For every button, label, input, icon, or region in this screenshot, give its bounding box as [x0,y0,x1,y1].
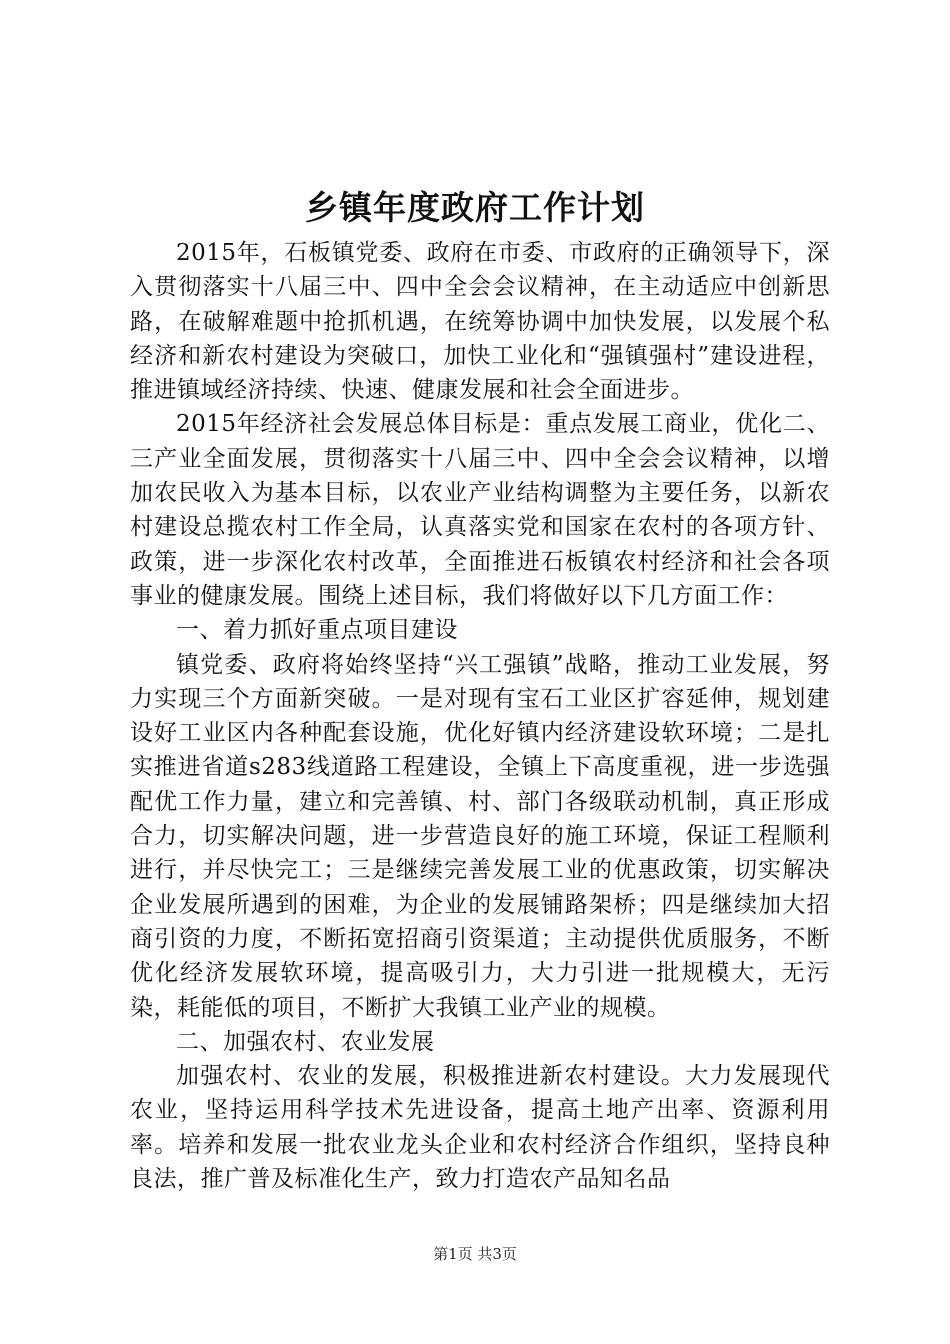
page-footer: 第1页 共3页 [433,1245,517,1263]
document-body [130,236,830,1196]
document-title: 乡镇年度政府工作计划 [305,188,645,227]
section-heading-1: 一、着力抓好重点项目建设 [176,617,458,644]
section-heading-2: 二、加强农村、农业发展 [176,1028,435,1055]
paragraph-goals: 2015年经济社会发展总体目标是：重点发展工商业，优化二、三产业全面发展，贯彻落实十八届三中、四中全会会议精神，以增加农民收入为基本目标，以农业产业结构调整为主要任务，以新农村建设总揽农村工作全局，认真落实党和国家在农村的各项方针、政策，进一步深化农村改革，全面推进石板镇农村经济和社会各项事业的健康发展。围绕上述目标，我们将做好以下几方面工作： [130,411,830,609]
paragraph-section-1: 镇党委、政府将始终坚持“兴工强镇”战略，推动工业发展，努力实现三个方面新突破。一是对现有宝石工业区扩容延伸，规划建设好工业区内各种配套设施，优化好镇内经济建设软环境；二是扎实推进省道s283线道路工程建设，全镇上下高度重视，进一步选强配优工作力量，建立和完善镇、村、部门各级联动机制，真正形成合力，切实解决问题，进一步营造良好的施工环境，保证工程顺利进行，并尽快完工；三是继续完善发展工业的优惠政策，切实解决企业发展所遇到的困难，为企业的发展铺路架桥；四是继续加大招商引资的力度，不断拓宽招商引资渠道；主动提供优质服务，不断优化经济发展软环境，提高吸引力，大力引进一批规模大，无污染，耗能低的项目，不断扩大我镇工业产业的规模。 [130,651,830,1021]
paragraph-section-2: 加强农村、农业的发展，积极推进新农村建设。大力发展现代农业，坚持运用科学技术先进设备，提高土地产出率、资源利用率。培养和发展一批农业龙头企业和农村经济合作组织，坚持良种良法，推广普及标准化生产，致力打造农产品知名品 [130,1063,830,1193]
paragraph-intro: 2015年，石板镇党委、政府在市委、市政府的正确领导下，深入贯彻落实十八届三中、四中全会会议精神，在主动适应中创新思路，在破解难题中抢抓机遇，在统筹协调中加快发展，以发展个私经济和新农村建设为突破口，加快工业化和“强镇强村”建设进程，推进镇域经济持续、快速、健康发展和社会全面进步。 [130,240,830,404]
